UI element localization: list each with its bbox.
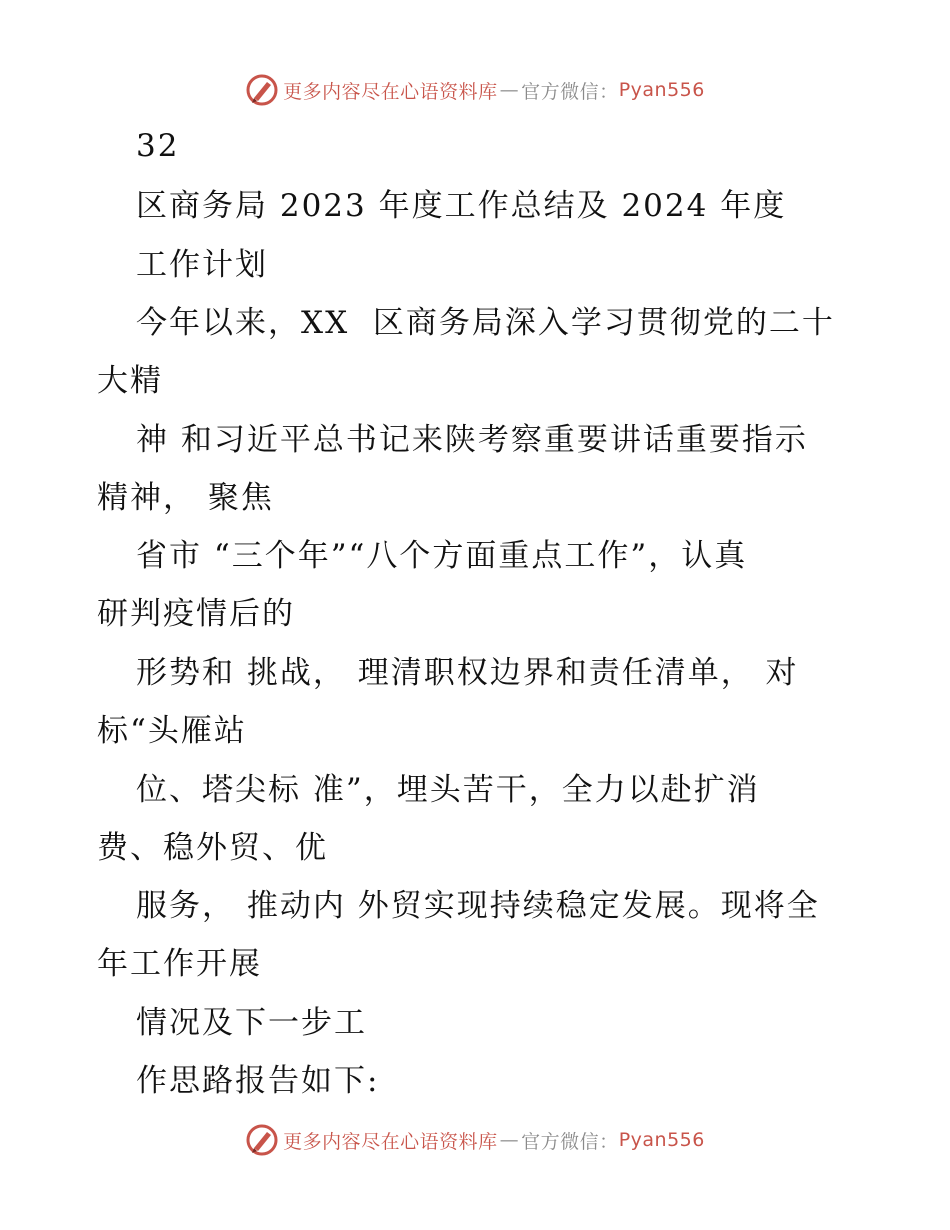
paragraph-line: 作思路报告如下: [136,1063,380,1099]
watermark-footer [0,1122,950,1158]
paragraph-line: 研判疫情后的 [97,596,295,632]
paragraph-line: 位、塔尖标 准”，埋头苦干，全力以赴扩消 [136,772,760,808]
paragraph-line: 大精 [97,363,163,399]
watermark-contact-id: Pyan556 [618,79,705,101]
watermark-contact-label: 官方微信： [521,80,619,103]
document-title-line-1: 区商务局 2023 年度工作总结及 2024 年度 [136,188,787,224]
watermark-text: 更多内容尽在心语资料库 [283,1130,498,1153]
pen-logo-icon [245,1123,279,1157]
watermark-contact-id: Pyan556 [618,1129,705,1151]
paragraph-line: 服务， 推动内 外贸实现持续稳定发展。现将全 [136,888,820,924]
watermark-separator: — [499,79,520,101]
paragraph-line: 形势和 挑战， 理清职权边界和责任清单， 对 [136,655,799,691]
paragraph-line: 费、稳外贸、优 [97,830,328,866]
document-title-line-2: 工作计划 [136,247,268,283]
paragraph-line: 省市 “三个年”“八个方面重点工作”，认真 [136,538,748,574]
watermark-separator: — [499,1129,520,1151]
watermark-contact-label: 官方微信： [521,1130,619,1153]
paragraph-line: 情况及下一步工 [136,1005,367,1041]
paragraph-line: 标“头雁站 [97,713,247,749]
watermark-text: 更多内容尽在心语资料库 [283,80,498,103]
paragraph-line: 精神， 聚焦 [97,480,274,516]
paragraph-line: 神 和习近平总书记来陕考察重要讲话重要指示 [136,422,808,458]
paragraph-line: 今年以来，XX 区商务局深入学习贯彻党的二十 [136,305,835,341]
paragraph-line: 年工作开展 [97,946,262,982]
page-number: 32 [136,128,180,164]
